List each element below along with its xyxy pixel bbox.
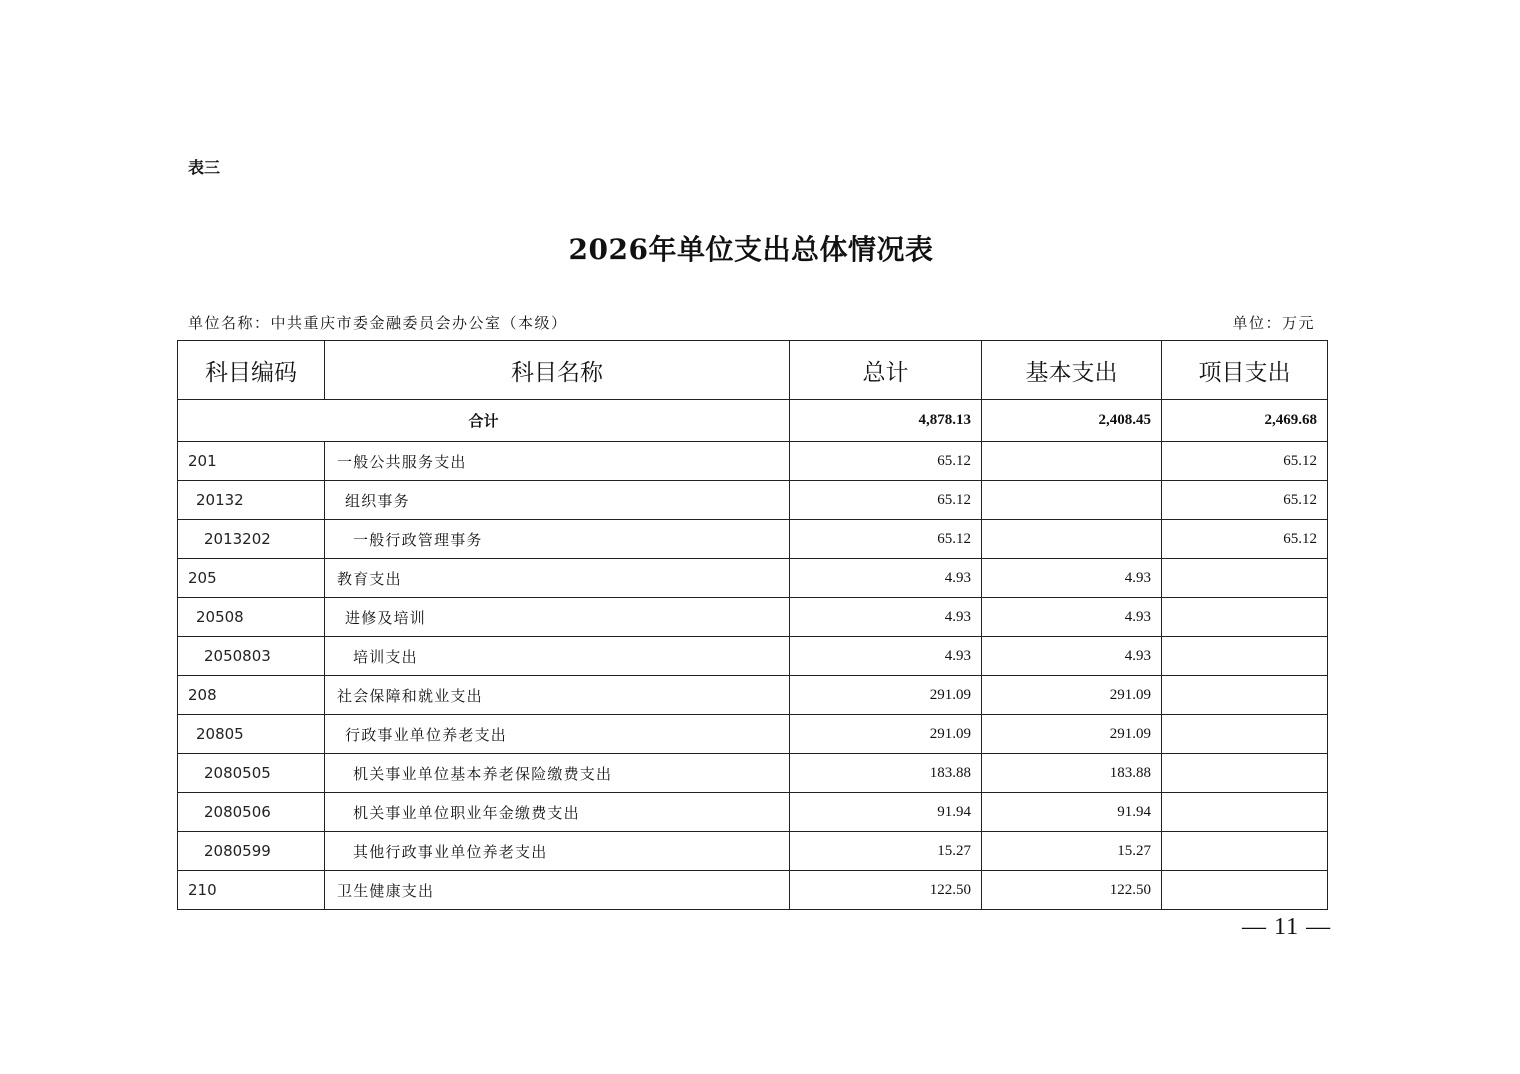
row-total: 291.09 [790,715,982,754]
total-project: 2,469.68 [1162,400,1328,442]
row-project: 65.12 [1162,520,1328,559]
total-sum: 4,878.13 [790,400,982,442]
row-basic: 291.09 [982,676,1162,715]
row-code: 205 [178,559,325,598]
row-total: 65.12 [790,481,982,520]
table-row [178,715,1328,754]
row-name: 一般公共服务支出 [325,442,790,481]
row-name: 机关事业单位基本养老保险缴费支出 [325,754,790,793]
table-row [178,520,1328,559]
unit-measure: 单位：万元 [1232,314,1315,332]
row-name: 机关事业单位职业年金缴费支出 [325,793,790,832]
row-basic: 183.88 [982,754,1162,793]
header-name: 科目名称 [325,341,790,400]
row-project [1162,676,1328,715]
row-basic [982,442,1162,481]
row-name: 行政事业单位养老支出 [325,715,790,754]
row-total: 183.88 [790,754,982,793]
row-project [1162,793,1328,832]
row-project: 65.12 [1162,481,1328,520]
table-row [178,598,1328,637]
table-row [178,676,1328,715]
expenditure-table [177,340,1328,910]
row-basic [982,481,1162,520]
total-label: 合计 [178,400,790,442]
row-project [1162,559,1328,598]
row-code: 210 [178,871,325,910]
row-name: 其他行政事业单位养老支出 [325,832,790,871]
row-code: 2080505 [178,754,325,793]
row-name: 社会保障和就业支出 [325,676,790,715]
table-row [178,754,1328,793]
row-total: 291.09 [790,676,982,715]
row-total: 122.50 [790,871,982,910]
row-project [1162,715,1328,754]
row-basic: 291.09 [982,715,1162,754]
header-basic: 基本支出 [982,341,1162,400]
row-name: 进修及培训 [325,598,790,637]
row-total: 4.93 [790,598,982,637]
table-row [178,793,1328,832]
row-basic: 122.50 [982,871,1162,910]
header-project: 项目支出 [1162,341,1328,400]
row-code: 2080506 [178,793,325,832]
table-row [178,481,1328,520]
row-code: 20132 [178,481,325,520]
table-row [178,637,1328,676]
row-code: 20805 [178,715,325,754]
row-project [1162,871,1328,910]
row-name: 一般行政管理事务 [325,520,790,559]
header-total: 总计 [790,341,982,400]
row-basic: 4.93 [982,559,1162,598]
row-name: 卫生健康支出 [325,871,790,910]
total-basic: 2,408.45 [982,400,1162,442]
row-project [1162,637,1328,676]
row-total: 15.27 [790,832,982,871]
row-code: 201 [178,442,325,481]
page-title: 2026年单位支出总体情况表 [568,233,934,266]
row-basic [982,520,1162,559]
row-name: 教育支出 [325,559,790,598]
row-code: 2013202 [178,520,325,559]
row-name: 组织事务 [325,481,790,520]
row-name: 培训支出 [325,637,790,676]
row-basic: 4.93 [982,637,1162,676]
row-code: 2080599 [178,832,325,871]
total-row [178,400,1328,442]
row-total: 65.12 [790,442,982,481]
row-total: 65.12 [790,520,982,559]
table-row [178,871,1328,910]
row-total: 91.94 [790,793,982,832]
row-basic: 4.93 [982,598,1162,637]
row-project [1162,598,1328,637]
header-code: 科目编码 [178,341,325,400]
table-row [178,832,1328,871]
table-row [178,442,1328,481]
row-code: 20508 [178,598,325,637]
page-number: — 11 — [1242,914,1332,940]
table-row [178,559,1328,598]
row-basic: 91.94 [982,793,1162,832]
row-project [1162,754,1328,793]
row-total: 4.93 [790,559,982,598]
row-code: 2050803 [178,637,325,676]
table-label: 表三 [188,158,221,177]
row-project: 65.12 [1162,442,1328,481]
row-basic: 15.27 [982,832,1162,871]
row-total: 4.93 [790,637,982,676]
row-project [1162,832,1328,871]
unit-name: 单位名称：中共重庆市委金融委员会办公室（本级） [188,314,568,332]
row-code: 208 [178,676,325,715]
table-header-row [178,341,1328,400]
